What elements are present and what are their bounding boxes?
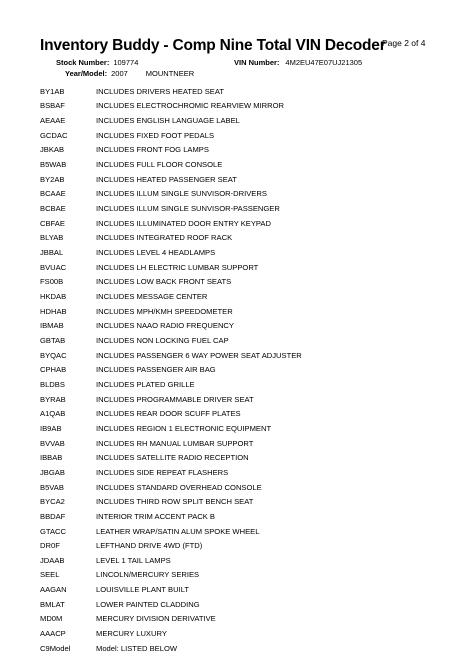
stock-number-row (56, 58, 138, 67)
option-code: BBDAF (40, 511, 66, 521)
option-code: JBKAB (40, 145, 65, 155)
option-row (40, 319, 440, 334)
option-code: A1QAB (40, 409, 66, 419)
option-row (40, 538, 440, 553)
option-row (40, 231, 440, 246)
option-description: LEVEL 1 TAIL LAMPS (96, 555, 171, 565)
option-code: GBTAB (40, 335, 66, 345)
option-description: INCLUDES ILLUM SINGLE SUNVISOR-PASSENGER (96, 204, 280, 214)
option-description: INCLUDES FIXED FOOT PEDALS (96, 130, 215, 140)
option-description: INCLUDES ILLUM SINGLE SUNVISOR-DRIVERS (96, 189, 267, 199)
option-description: INCLUDES NAAO RADIO FREQUENCY (96, 321, 234, 331)
option-description: LEFTHAND DRIVE 4WD (FTD) (96, 541, 203, 551)
option-description: LINCOLN/MERCURY SERIES (96, 570, 200, 580)
option-code: AAACP (40, 629, 66, 639)
option-code: IB9AB (40, 423, 62, 433)
page-number: Page 2 of 4 (382, 38, 426, 48)
vin-number-value: 4M2EU47E07UJ21305 (285, 58, 363, 67)
option-code: BCBAE (40, 204, 66, 214)
year-value: 2007 (111, 69, 128, 78)
option-row (40, 612, 440, 627)
option-code-list (40, 84, 440, 656)
option-code: MD0M (40, 614, 63, 624)
option-row (40, 128, 440, 143)
option-row (40, 113, 440, 128)
option-code: BCAAE (40, 189, 66, 199)
option-description: INCLUDES SIDE REPEAT FLASHERS (96, 467, 229, 477)
option-description: INCLUDES RH MANUAL LUMBAR SUPPORT (96, 438, 254, 448)
option-row (40, 84, 440, 99)
option-row (40, 304, 440, 319)
option-row (40, 99, 440, 114)
option-code: DR0F (40, 541, 60, 551)
option-description: INCLUDES LEVEL 4 HEADLAMPS (96, 248, 216, 258)
option-row (40, 377, 440, 392)
option-code: BY2AB (40, 174, 65, 184)
option-code: B5WAB (40, 160, 67, 170)
option-row (40, 480, 440, 495)
option-description: INCLUDES ELECTROCHROMIC REARVIEW MIRROR (96, 101, 285, 111)
option-row (40, 641, 440, 656)
option-description: INCLUDES PLATED GRILLE (96, 379, 195, 389)
stock-number-value: 109774 (113, 58, 139, 67)
option-description: LOUISVILLE PLANT BUILT (96, 585, 189, 595)
option-description: INCLUDES PASSENGER AIR BAG (96, 365, 216, 375)
option-code: BVUAC (40, 262, 67, 272)
option-code: AEAAE (40, 116, 66, 126)
option-code: B5VAB (40, 482, 64, 492)
option-row (40, 216, 440, 231)
stock-number-label: Stock Number: (56, 58, 110, 67)
option-description: LOWER PAINTED CLADDING (96, 599, 200, 609)
option-description: INCLUDES MPH/KMH SPEEDOMETER (96, 306, 233, 316)
option-code: CPHAB (40, 365, 67, 375)
option-row (40, 143, 440, 158)
option-code: SEEL (40, 570, 60, 580)
option-code: AAGAN (40, 585, 67, 595)
option-code: JDAAB (40, 555, 65, 565)
option-row (40, 465, 440, 480)
option-row (40, 172, 440, 187)
option-code: C9Model (40, 643, 71, 653)
option-description: INTERIOR TRIM ACCENT PACK B (96, 511, 215, 521)
option-description: INCLUDES THIRD ROW SPLIT BENCH SEAT (96, 497, 254, 507)
option-description: INCLUDES FRONT FOG LAMPS (96, 145, 209, 155)
option-description: INCLUDES PASSENGER 6 WAY POWER SEAT ADJUSTER (96, 350, 302, 360)
option-code: HKDAB (40, 292, 67, 302)
option-description: INCLUDES ENGLISH LANGUAGE LABEL (96, 116, 240, 126)
option-code: BY1AB (40, 86, 65, 96)
option-row (40, 597, 440, 612)
option-code: BVVAB (40, 438, 65, 448)
option-code: HDHAB (40, 306, 67, 316)
option-description: INCLUDES STANDARD OVERHEAD CONSOLE (96, 482, 262, 492)
option-description: LEATHER WRAP/SATIN ALUM SPOKE WHEEL (96, 526, 260, 536)
option-row (40, 494, 440, 509)
option-row (40, 245, 440, 260)
option-row (40, 260, 440, 275)
option-row (40, 333, 440, 348)
option-row (40, 421, 440, 436)
year-model-row (65, 69, 194, 78)
option-description: INCLUDES REGION 1 ELECTRONIC EQUIPMENT (96, 423, 272, 433)
option-description: MERCURY LUXURY (96, 629, 167, 639)
option-code: IBBAB (40, 453, 63, 463)
option-row (40, 568, 440, 583)
option-code: CBFAE (40, 218, 65, 228)
option-description: INCLUDES DRIVERS HEATED SEAT (96, 86, 224, 96)
option-code: BYRAB (40, 394, 66, 404)
option-row (40, 392, 440, 407)
model-value: MOUNTNEER (145, 69, 195, 78)
vin-number-label: VIN Number: (234, 58, 280, 67)
option-description: INCLUDES FULL FLOOR CONSOLE (96, 160, 223, 170)
option-code: BLDBS (40, 379, 65, 389)
option-code: FS00B (40, 277, 64, 287)
option-code: BYCA2 (40, 497, 65, 507)
option-row (40, 289, 440, 304)
option-row (40, 626, 440, 641)
option-code: BSBAF (40, 101, 65, 111)
option-code: BLYAB (40, 233, 64, 243)
option-row (40, 450, 440, 465)
option-description: MERCURY DIVISION DERIVATIVE (96, 614, 216, 624)
option-description: INCLUDES NON LOCKING FUEL CAP (96, 335, 229, 345)
option-row (40, 201, 440, 216)
option-code: BYQAC (40, 350, 67, 360)
option-row (40, 275, 440, 290)
option-description: INCLUDES PROGRAMMABLE DRIVER SEAT (96, 394, 254, 404)
option-code: JBBAL (40, 248, 64, 258)
option-description: INCLUDES INTEGRATED ROOF RACK (96, 233, 233, 243)
option-description: INCLUDES SATELLITE RADIO RECEPTION (96, 453, 249, 463)
option-code: GTACC (40, 526, 67, 536)
option-description: INCLUDES HEATED PASSENGER SEAT (96, 174, 237, 184)
option-row (40, 157, 440, 172)
option-row (40, 553, 440, 568)
page-title: Inventory Buddy - Comp Nine Total VIN Decoder (40, 37, 386, 54)
option-code: GCDAC (40, 130, 68, 140)
option-code: IBMAB (40, 321, 64, 331)
option-description: Model: LISTED BELOW (96, 643, 178, 653)
option-row (40, 436, 440, 451)
option-row (40, 406, 440, 421)
option-row (40, 582, 440, 597)
option-description: INCLUDES LH ELECTRIC LUMBAR SUPPORT (96, 262, 259, 272)
option-row (40, 362, 440, 377)
option-row (40, 509, 440, 524)
option-description: INCLUDES MESSAGE CENTER (96, 292, 208, 302)
vin-number-row (234, 58, 362, 67)
option-description: INCLUDES LOW BACK FRONT SEATS (96, 277, 232, 287)
option-row (40, 187, 440, 202)
option-code: JBGAB (40, 467, 65, 477)
option-code: BMLAT (40, 599, 65, 609)
option-row (40, 524, 440, 539)
option-description: INCLUDES REAR DOOR SCUFF PLATES (96, 409, 241, 419)
option-row (40, 348, 440, 363)
year-model-label: Year/Model: (65, 69, 108, 78)
option-description: INCLUDES ILLUMINATED DOOR ENTRY KEYPAD (96, 218, 271, 228)
